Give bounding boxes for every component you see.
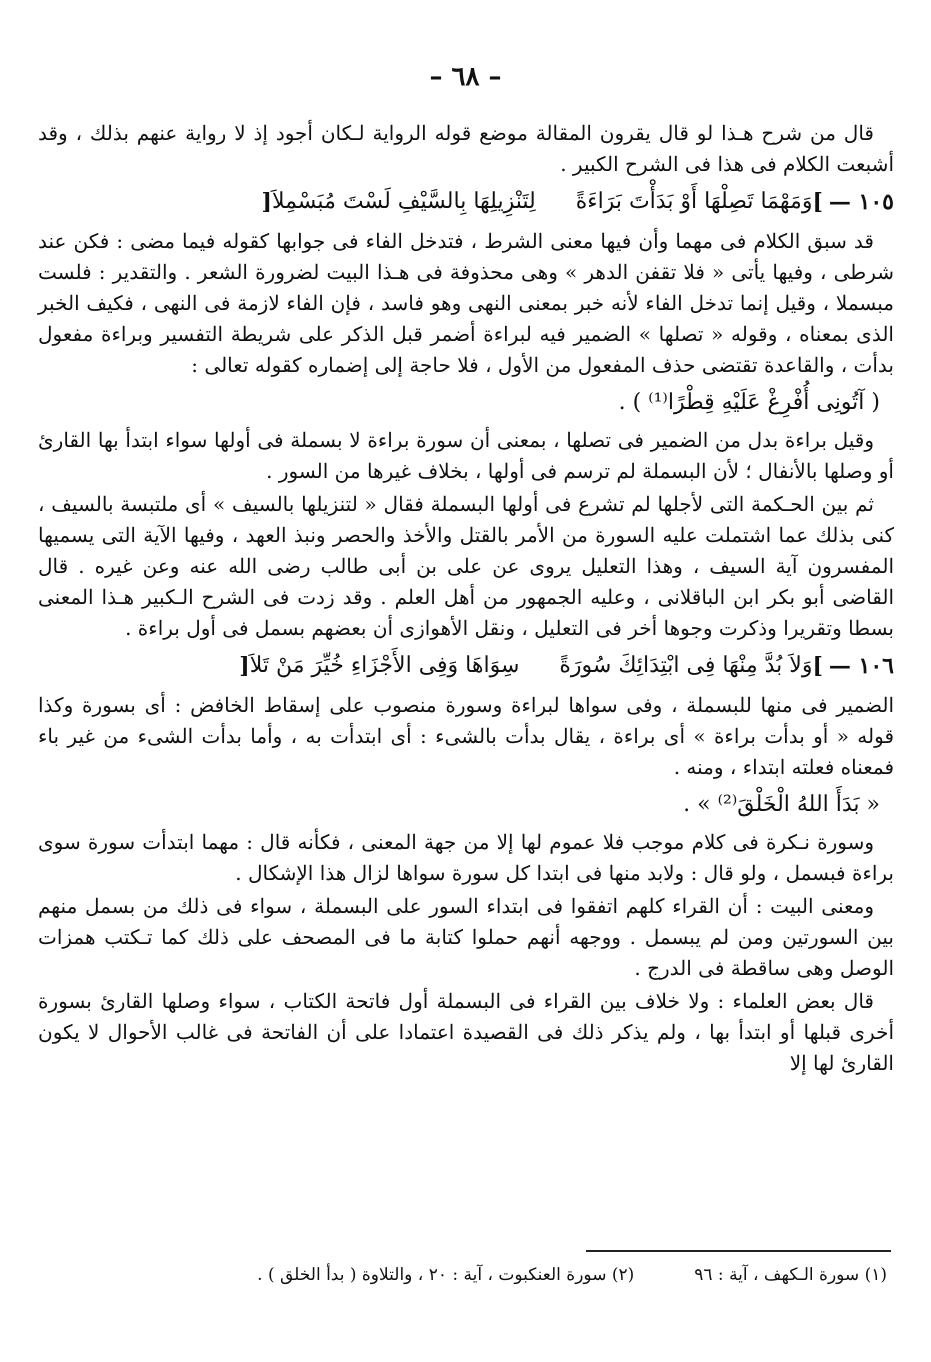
- footnote-divider: [586, 1250, 891, 1252]
- verse-open-bracket: ]: [812, 189, 823, 215]
- page-number: – ٦٨ –: [429, 62, 502, 92]
- verse-second-hemistich: لِتَنْزِيلِهَا بِالسَّيْفِ لَسْتَ مُبَسْمِلاَ: [271, 189, 536, 214]
- verse-open-bracket: ]: [812, 653, 823, 679]
- verse-105: [38, 182, 894, 222]
- footnotes: [97, 1262, 887, 1288]
- verse-close-bracket: [: [261, 189, 272, 215]
- paragraph: وسورة نـكرة فى كلام موجب فلا عموم لها إلا من جهة المعنى ، فكأنه قال : مهما ابتدأت سورة سوى براءة فبسمل ، ولو قال : ولابد منها فى ابتدا كل سورة سواها لزال هذا الإشكال .: [38, 830, 894, 885]
- footnote-2: (٢) سورة العنكبوت ، آية : ٢٠ ، والتلاوة ( بدأ الخلق ) .: [257, 1265, 635, 1285]
- verse-number: ١٠٦ —: [828, 653, 894, 679]
- footnote-1: (١) سورة الـكهف ، آية : ٩٦: [694, 1265, 887, 1285]
- paragraph: قال من شرح هـذا لو قال يقرون المقالة موضع قوله الرواية لـكان أجود إذ لا رواية عنهم بذلك ، وقد أشبعت الكلام فى هذا فى الشرح الكبير .: [38, 121, 894, 176]
- verse-number: ١٠٥ —: [828, 189, 894, 215]
- verse-first-hemistich: وَمَهْمَا تَصِلْهَا أَوْ بَدَأْتَ بَرَاءَةً: [575, 189, 813, 214]
- paragraph: ثم بين الحـكمة التى لأجلها لم تشرع فى أولها البسملة فقال « لتنزيلها بالسيف » أى ملتبسة بالسيف ، كنى بذلك عما اشتملت عليه السورة من الأمر بالقتل والأخذ والحصر ونبذ العهد ، وفيها الآية التى يسميها المفسرون آية السيف ، وهذا التعليل يروى عن على بن أبى طالب رضى الله عنه وعن غيره . قال القاضى أبو بكر ابن الباقلانى ، وعليه الجمهور من أهل العلم . وقد زدت فى الشرح الـكبير هـذا المعنى بسطا وتقريرا وذكرت وجوها أخر فى التعليل ، ونقل الأهوازى أن بعضهم بسمل فى أول براءة .: [38, 492, 894, 640]
- quran-quote: « بَدَأَ اللهُ الْخَلْقَ⁽²⁾ » .: [683, 792, 880, 817]
- verse-106: [38, 646, 894, 686]
- quran-quote: ( آتُونِى أُفْرِغْ عَلَيْهِ قِطْرًا⁽¹⁾ ) .: [618, 390, 880, 415]
- paragraph: الضمير فى منها للبسملة ، وفى سواها لبراءة وسورة منصوب على إسقاط الخافض : أى بسورة وكذا قوله « أو بدأت براءة » أى براءة ، يقال بدأت بالشىء : أى ابتدأت به ، وأما بدأت الشىء من غير باء فمعناه فعلته ابتداء ، ومنه .: [38, 693, 894, 779]
- paragraph: قد سبق الكلام فى مهما وأن فيها معنى الشرط ، فتدخل الفاء فى جوابها كقوله فيما مضى : فكن عند شرطى ، وفيها يأتى « فلا تقفن الدهر » وهى محذوفة فى هـذا البيت لضرورة الشعر . والتقدير : فلست مبسملا ، وقيل إنما تدخل الفاء لأنه خبر بمعنى النهى وهو فاسد ، فإن الفاء لازمة فى النهى ، فكيف الخبر الذى بمعناه ، وقوله « تصلها » الضمير فيه لبراءة أضمر قبل الذكر على شريطة التفسير وبراءة مفعول بدأت ، والقاعدة تقتضى حذف المفعول من الأول ، فلا حاجة إلى إضماره كقوله تعالى :: [38, 229, 895, 377]
- paragraph: ومعنى البيت : أن القراء كلهم اتفقوا فى ابتداء السور على البسملة ، سواء فى ذلك من بسمل منهم بين السورتين ومن لم يبسمل . ووجهه أنهم حملوا كتابة ما فى المصحف على ذلك كما تـكتب همزات الوصل وهى ساقطة فى الدرج .: [38, 894, 894, 980]
- verse-second-hemistich: سِوَاهَا وَفِى الأَجْزَاءِ خُيِّرَ مَنْ تَلاَ: [249, 653, 520, 678]
- verse-first-hemistich: وَلاَ بُدَّ مِنْهَا فِى ابْتِدَائِكَ سُورَةً: [559, 653, 813, 678]
- paragraph: قال بعض العلماء : ولا خلاف بين القراء فى البسملة أول فاتحة الكتاب ، سواء وصلها القارئ بسورة أخرى قبلها أو ابتدأ بها ، ولم يذكر ذلك فى القصيدة اعتمادا على أن الفاتحة فى غالب الأحوال لا يكون القارئ لها إلا: [38, 989, 894, 1075]
- main-text: [38, 118, 894, 1081]
- verse-close-bracket: [: [239, 653, 250, 679]
- paragraph: وقيل براءة بدل من الضمير فى تصلها ، بمعنى أن سورة براءة لا بسملة فى أولها سواء ابتدأ بها القارئ أو وصلها بالأنفال ؛ لأن البسملة لم ترسم فى أولها ، بخلاف غيرها من السور .: [38, 428, 894, 483]
